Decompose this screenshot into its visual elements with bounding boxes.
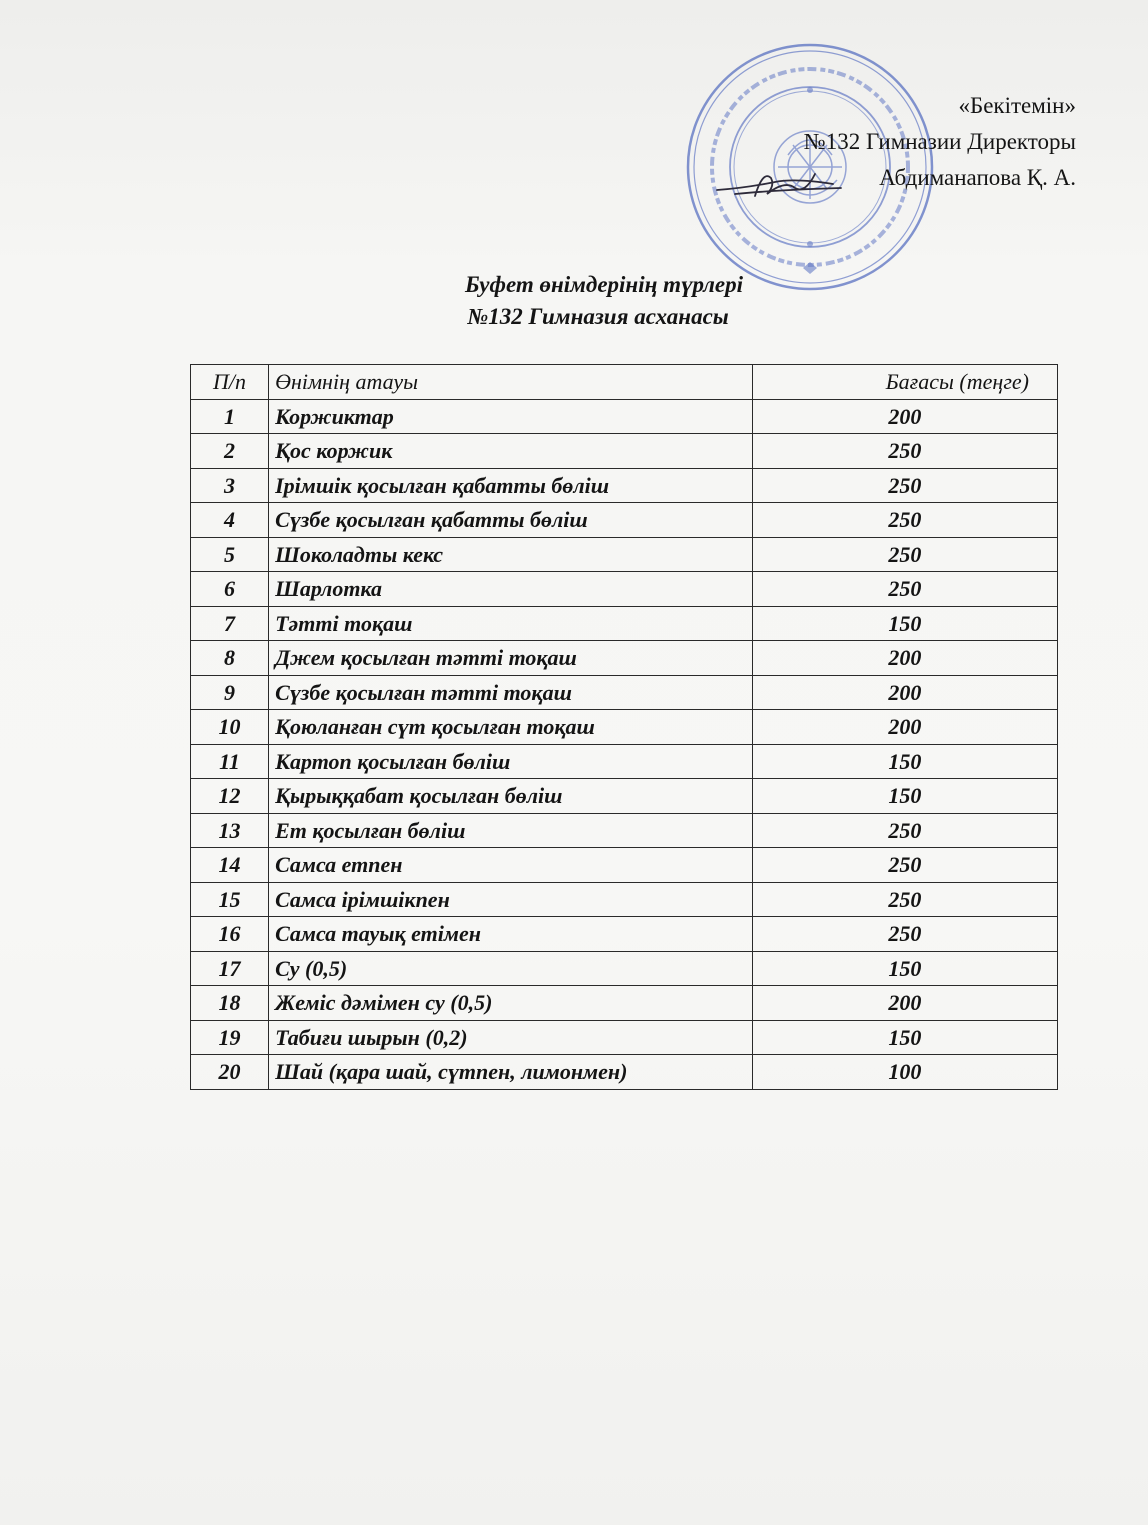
row-product-name: Самса етпен	[269, 848, 753, 883]
row-number: 18	[191, 986, 269, 1021]
approval-heading: «Бекітемін»	[958, 93, 1076, 118]
table-row	[191, 986, 1058, 1021]
row-number: 12	[191, 779, 269, 814]
row-price: 250	[752, 813, 1057, 848]
row-price: 250	[752, 917, 1057, 952]
table-row	[191, 779, 1058, 814]
row-number: 13	[191, 813, 269, 848]
row-product-name: Самса тауық етімен	[269, 917, 753, 952]
row-number: 3	[191, 468, 269, 503]
row-price: 250	[752, 468, 1057, 503]
table-row	[191, 1055, 1058, 1090]
row-product-name: Қоюланған сүт қосылған тоқаш	[269, 710, 753, 745]
table-row	[191, 641, 1058, 676]
row-number: 8	[191, 641, 269, 676]
row-product-name: Шарлотка	[269, 572, 753, 607]
row-price: 150	[752, 744, 1057, 779]
table-row	[191, 399, 1058, 434]
table-row	[191, 572, 1058, 607]
row-product-name: Джем қосылған тәтті тоқаш	[269, 641, 753, 676]
row-price: 200	[752, 399, 1057, 434]
row-number: 6	[191, 572, 269, 607]
table-row	[191, 848, 1058, 883]
row-product-name: Сүзбе қосылған тәтті тоқаш	[269, 675, 753, 710]
header-price: Бағасы (теңге)	[752, 365, 1057, 400]
row-number: 19	[191, 1020, 269, 1055]
row-price: 150	[752, 951, 1057, 986]
row-number: 1	[191, 399, 269, 434]
row-number: 9	[191, 675, 269, 710]
row-price: 150	[752, 1020, 1057, 1055]
row-price: 150	[752, 606, 1057, 641]
row-product-name: Коржиктар	[269, 399, 753, 434]
row-price: 250	[752, 537, 1057, 572]
row-number: 5	[191, 537, 269, 572]
row-number: 2	[191, 434, 269, 469]
row-price: 200	[752, 986, 1057, 1021]
row-number: 16	[191, 917, 269, 952]
table-row	[191, 813, 1058, 848]
row-product-name: Жеміс дәмімен су (0,5)	[269, 986, 753, 1021]
row-number: 20	[191, 1055, 269, 1090]
row-product-name: Қырыққабат қосылған бөліш	[269, 779, 753, 814]
table-row	[191, 882, 1058, 917]
row-product-name: Тәтті тоқаш	[269, 606, 753, 641]
table-row	[191, 951, 1058, 986]
header-number: П/п	[191, 365, 269, 400]
row-product-name: Шоколадты кекс	[269, 537, 753, 572]
row-price: 250	[752, 434, 1057, 469]
table-row	[191, 537, 1058, 572]
table-row	[191, 503, 1058, 538]
row-product-name: Су (0,5)	[269, 951, 753, 986]
row-price: 250	[752, 503, 1057, 538]
table-row	[191, 710, 1058, 745]
table-row	[191, 1020, 1058, 1055]
row-product-name: Сүзбе қосылған қабатты бөліш	[269, 503, 753, 538]
document-title: Буфет өнімдерінің түрлері	[464, 272, 744, 297]
row-number: 7	[191, 606, 269, 641]
row-number: 11	[191, 744, 269, 779]
table-row	[191, 744, 1058, 779]
row-number: 4	[191, 503, 269, 538]
price-table	[190, 364, 1058, 1090]
row-product-name: Самса ірімшікпен	[269, 882, 753, 917]
table-row	[191, 468, 1058, 503]
approval-director-name: Абдиманапова Қ. А.	[879, 165, 1076, 190]
row-price: 250	[752, 848, 1057, 883]
table-row	[191, 675, 1058, 710]
row-number: 14	[191, 848, 269, 883]
row-product-name: Қос коржик	[269, 434, 753, 469]
signature-icon	[715, 160, 845, 205]
approval-position: №132 Гимназии Директоры	[803, 129, 1076, 154]
row-product-name: Табиғи шырын (0,2)	[269, 1020, 753, 1055]
document-subtitle: №132 Гимназия асханасы	[467, 304, 729, 329]
row-price: 250	[752, 882, 1057, 917]
row-price: 200	[752, 641, 1057, 676]
row-product-name: Картоп қосылған бөліш	[269, 744, 753, 779]
row-product-name: Ет қосылған бөліш	[269, 813, 753, 848]
header-product-name: Өнімнің атауы	[269, 365, 753, 400]
table-header-row	[191, 365, 1058, 400]
row-number: 15	[191, 882, 269, 917]
row-product-name: Шай (қара шай, сүтпен, лимонмен)	[269, 1055, 753, 1090]
row-price: 100	[752, 1055, 1057, 1090]
row-product-name: Ірімшік қосылған қабатты бөліш	[269, 468, 753, 503]
row-price: 150	[752, 779, 1057, 814]
row-price: 200	[752, 710, 1057, 745]
table-row	[191, 917, 1058, 952]
row-number: 10	[191, 710, 269, 745]
row-number: 17	[191, 951, 269, 986]
table-row	[191, 434, 1058, 469]
row-price: 200	[752, 675, 1057, 710]
row-price: 250	[752, 572, 1057, 607]
table-row	[191, 606, 1058, 641]
